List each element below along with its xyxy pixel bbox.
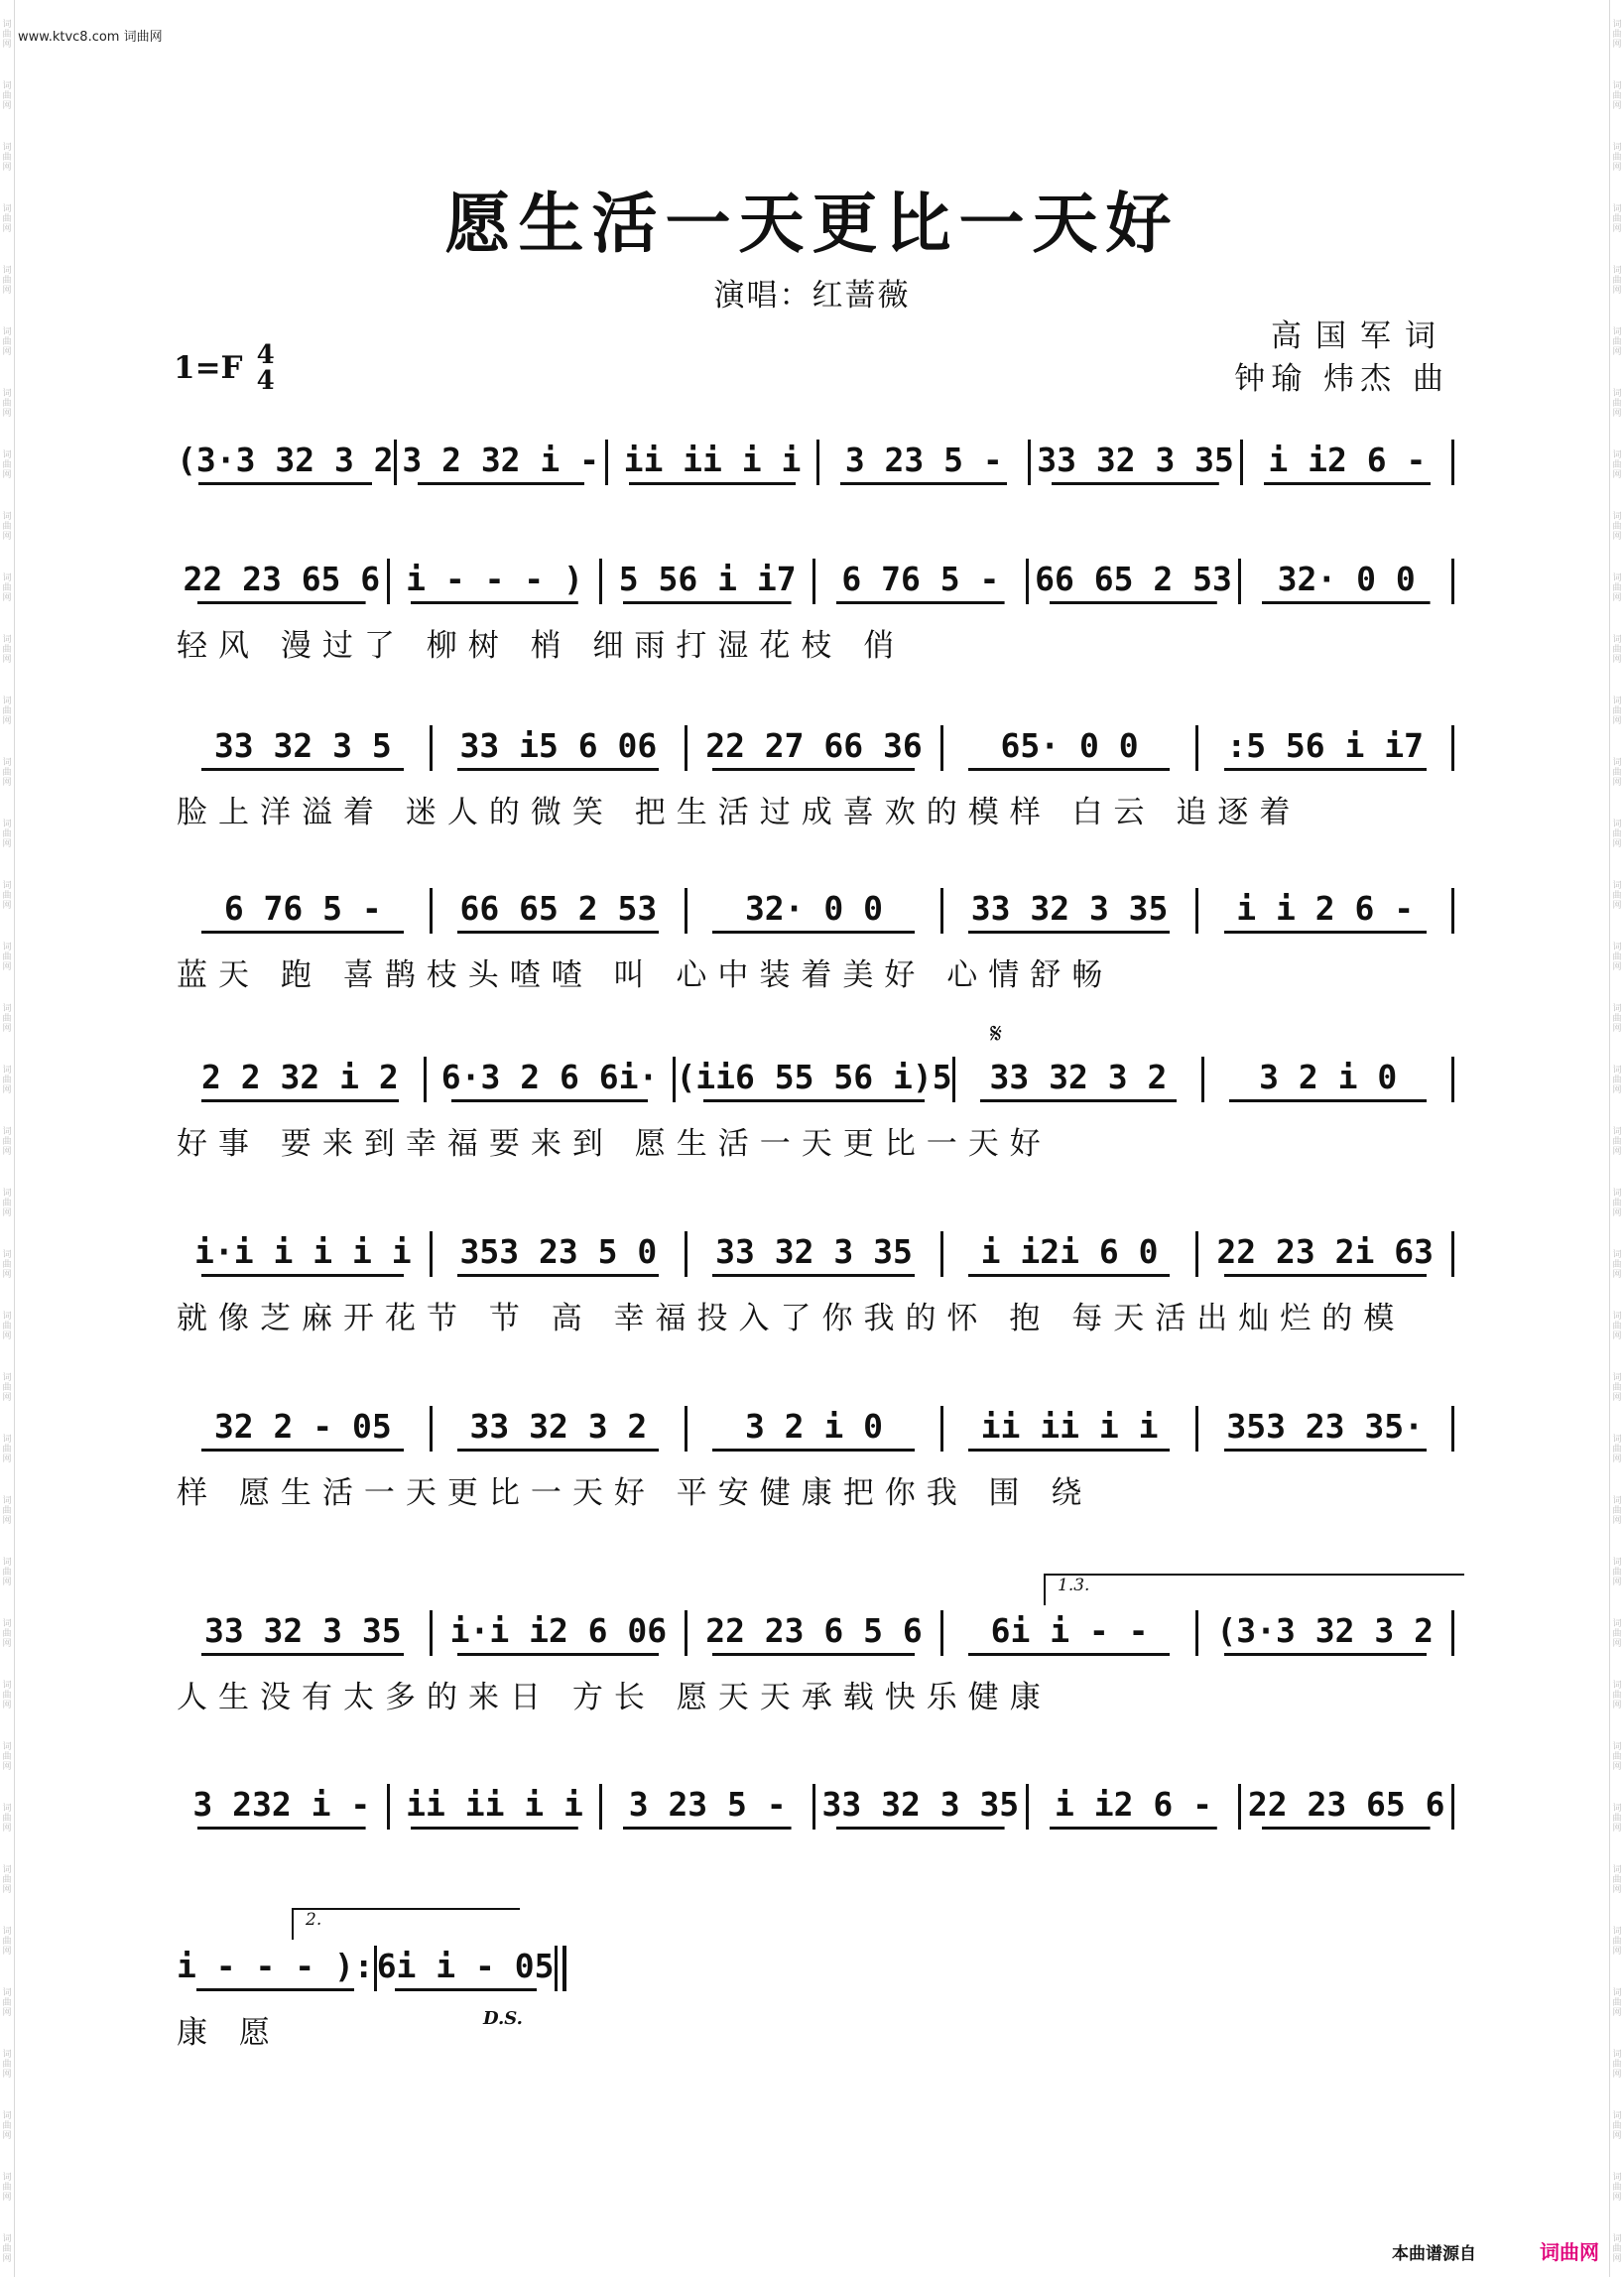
right-watermark-strip <box>1609 0 1624 2277</box>
measure: i i2 6 - <box>1029 1785 1239 1830</box>
watermark-tile: 词曲网 <box>2 1558 12 1587</box>
measure: ii ii i i <box>943 1407 1196 1452</box>
watermark-tile: 词曲网 <box>1612 20 1622 50</box>
watermark-tile: 词曲网 <box>1612 1619 1622 1649</box>
watermark-tile: 词曲网 <box>1612 1066 1622 1095</box>
measure: 6 76 5 - <box>177 889 430 934</box>
measure: i·i i i i i <box>177 1232 430 1277</box>
watermark-tile: 词曲网 <box>1612 1250 1622 1280</box>
watermark-tile: 词曲网 <box>2 1250 12 1280</box>
watermark-tile: 词曲网 <box>1612 1435 1622 1464</box>
key-label: 1=F <box>174 350 243 386</box>
watermark-tile: 词曲网 <box>1612 1373 1622 1403</box>
watermark-tile: 词曲网 <box>2 943 12 972</box>
watermark-tile: 词曲网 <box>2 81 12 111</box>
watermark-tile: 词曲网 <box>1612 1681 1622 1710</box>
score-system <box>177 1607 1454 1716</box>
watermark-tile: 词曲网 <box>2 1496 12 1526</box>
time-signature <box>257 342 275 394</box>
watermark-tile: 词曲网 <box>2 143 12 173</box>
watermark-tile: 词曲网 <box>2 1373 12 1403</box>
singer-credit: 演唱：红蔷薇 <box>713 278 911 314</box>
barline <box>1451 559 1454 604</box>
watermark-tile: 词曲网 <box>2 450 12 480</box>
watermark-tile: 词曲网 <box>2 2173 12 2203</box>
watermark-tile: 词曲网 <box>1612 450 1622 480</box>
watermark-tile: 词曲网 <box>1612 1742 1622 1772</box>
watermark-tile: 词曲网 <box>2 327 12 357</box>
lyrics-line: 轻风 漫过了 柳树 梢 细雨打湿花枝 俏 <box>177 628 906 664</box>
barline <box>1451 888 1454 934</box>
measure: ii ii i i <box>608 441 816 485</box>
footer-logo[interactable]: 词曲网 <box>1540 2240 1599 2264</box>
measure: 6 76 5 - <box>815 560 1026 604</box>
watermark-tile: 词曲网 <box>1612 1004 1622 1034</box>
watermark-tile: 词曲网 <box>2 820 12 849</box>
time-top: 4 <box>256 340 275 370</box>
measure: 66 65 2 53 <box>433 889 686 934</box>
score-system <box>177 1781 1454 1845</box>
measure: ii ii i i <box>390 1785 600 1830</box>
score-system <box>177 556 1454 665</box>
watermark-tile: 词曲网 <box>2 1619 12 1649</box>
measure: i·i i2 6 06 <box>433 1611 686 1656</box>
measure: 6i i - - <box>943 1611 1196 1656</box>
volta-second-ending: 2. <box>292 1908 520 1940</box>
measure: 3 232 i - <box>177 1785 387 1830</box>
measure: (3·3 32 3 2 <box>1198 1611 1451 1656</box>
watermark-tile: 词曲网 <box>2 2111 12 2141</box>
key-signature <box>174 342 275 394</box>
watermark-tile: 词曲网 <box>2 1127 12 1157</box>
measure: 33 32 3 2 <box>955 1058 1202 1102</box>
measure: 6i i - 05 <box>377 1947 555 1991</box>
notes-row <box>177 722 1454 777</box>
watermark-tile: 词曲网 <box>1612 2111 1622 2141</box>
watermark-tile: 词曲网 <box>1612 573 1622 603</box>
notes-row <box>177 1607 1454 1662</box>
watermark-tile: 词曲网 <box>2 1312 12 1341</box>
measure: 33 32 3 35 <box>815 1785 1026 1830</box>
measure: i i 2 6 - <box>1198 889 1451 934</box>
measure: 66 65 2 53 <box>1029 560 1239 604</box>
watermark-tile: 词曲网 <box>2 389 12 419</box>
measure: 33 32 3 35 <box>687 1232 940 1277</box>
measure: 33 32 3 2 <box>433 1407 686 1452</box>
barline <box>1451 725 1454 771</box>
watermark-tile: 词曲网 <box>2 1435 12 1464</box>
measure: :5 56 i i7 <box>1198 726 1451 771</box>
watermark-tile: 词曲网 <box>2 2234 12 2264</box>
watermark-tile: 词曲网 <box>1612 2234 1622 2264</box>
watermark-tile: 词曲网 <box>1612 635 1622 665</box>
watermark-tile: 词曲网 <box>1612 820 1622 849</box>
time-bottom: 4 <box>256 366 275 396</box>
watermark-tile: 词曲网 <box>2 1927 12 1957</box>
measure: 33 32 3 35 <box>943 889 1196 934</box>
measure: 3 2 i 0 <box>687 1407 940 1452</box>
measure: i i2 6 - <box>1243 441 1451 485</box>
watermark-tile: 词曲网 <box>1612 204 1622 234</box>
watermark-tile: 词曲网 <box>2 1865 12 1895</box>
barline <box>1451 1610 1454 1656</box>
watermark-tile: 词曲网 <box>1612 2050 1622 2080</box>
watermark-tile: 词曲网 <box>1612 1189 1622 1218</box>
watermark-tile: 词曲网 <box>1612 758 1622 788</box>
watermark-tile: 词曲网 <box>2 512 12 542</box>
measure: 65· 0 0 <box>943 726 1196 771</box>
watermark-tile: 词曲网 <box>2 635 12 665</box>
watermark-tile: 词曲网 <box>2 1189 12 1218</box>
measure: 3 2 i 0 <box>1204 1058 1451 1102</box>
score-system <box>177 1228 1454 1337</box>
measure: i i2i 6 0 <box>943 1232 1196 1277</box>
watermark-tile: 词曲网 <box>2 573 12 603</box>
measure: 33 i5 6 06 <box>433 726 686 771</box>
watermark-tile: 词曲网 <box>1612 1127 1622 1157</box>
barline <box>1451 440 1454 485</box>
watermark-tile: 词曲网 <box>2 881 12 911</box>
notes-row <box>177 437 1454 491</box>
watermark-tile: 词曲网 <box>1612 143 1622 173</box>
watermark-tile: 词曲网 <box>2 266 12 296</box>
score-system <box>177 437 1454 501</box>
footer-source-label: 本曲谱源自 <box>1392 2244 1476 2264</box>
watermark-tile: 词曲网 <box>1612 1312 1622 1341</box>
lyrics-line: 就像芝麻开花节 节 高 幸福投入了你我的怀 抱 每天活出灿烂的模 <box>177 1301 1406 1336</box>
site-url: www.ktvc8.com 词曲网 <box>18 30 163 45</box>
watermark-tile: 词曲网 <box>1612 1558 1622 1587</box>
lyricist-credit: 高国军词 <box>1271 318 1449 354</box>
watermark-tile: 词曲网 <box>1612 512 1622 542</box>
watermark-tile: 词曲网 <box>1612 1865 1622 1895</box>
song-title: 愿生活一天更比一天好 <box>444 185 1180 262</box>
notes-row <box>177 1781 1454 1835</box>
watermark-tile: 词曲网 <box>1612 1988 1622 2018</box>
lyrics-line: 人生没有太多的来日 方长 愿天天承载快乐健康 <box>177 1680 1052 1715</box>
watermark-tile: 词曲网 <box>1612 696 1622 726</box>
lyrics-line: 康 愿 <box>177 2015 281 2051</box>
barline <box>1451 1406 1454 1452</box>
notes-row <box>177 1943 555 1997</box>
segno-mark: 𝄋 <box>990 1017 1003 1050</box>
watermark-tile: 词曲网 <box>2 758 12 788</box>
barline <box>1451 1784 1454 1830</box>
watermark-tile: 词曲网 <box>1612 943 1622 972</box>
measure: 353 23 5 0 <box>433 1232 686 1277</box>
measure: 32· 0 0 <box>1241 560 1451 604</box>
measure: 3 23 5 - <box>819 441 1028 485</box>
watermark-tile: 词曲网 <box>2 1988 12 2018</box>
measure: i - - - ) <box>390 560 600 604</box>
watermark-tile: 词曲网 <box>2 1804 12 1834</box>
measure: 353 23 35· <box>1198 1407 1451 1452</box>
watermark-tile: 词曲网 <box>2 1681 12 1710</box>
left-watermark-strip <box>0 0 15 2277</box>
dal-segno-mark: D.S. <box>483 2008 523 2029</box>
notes-row <box>177 1228 1454 1283</box>
measure: 33 32 3 35 <box>177 1611 430 1656</box>
notes-row <box>177 885 1454 940</box>
measure: 32 2 - 05 <box>177 1407 430 1452</box>
watermark-tile: 词曲网 <box>1612 81 1622 111</box>
score-system <box>177 1054 1454 1163</box>
notes-row <box>177 1403 1454 1457</box>
measure: 22 27 66 36 <box>687 726 940 771</box>
watermark-tile: 词曲网 <box>1612 389 1622 419</box>
measure: 32· 0 0 <box>687 889 940 934</box>
watermark-tile: 词曲网 <box>2 1742 12 1772</box>
watermark-tile: 词曲网 <box>1612 1804 1622 1834</box>
lyrics-line: 样 愿生活一天更比一天好 平安健康把你我 围 绕 <box>177 1475 1093 1511</box>
watermark-tile: 词曲网 <box>2 20 12 50</box>
measure: 5 56 i i7 <box>602 560 812 604</box>
measure: 22 23 2i 63 <box>1198 1232 1451 1277</box>
watermark-tile: 词曲网 <box>2 1004 12 1034</box>
lyrics-line: 好事 要来到幸福要来到 愿生活一天更比一天好 <box>177 1126 1052 1162</box>
score-system <box>177 885 1454 994</box>
score-system <box>177 1943 555 2052</box>
score-system <box>177 722 1454 831</box>
measure: 6·3 2 6 6i· <box>427 1058 674 1102</box>
measure: 22 23 65 6 <box>177 560 387 604</box>
barline <box>1451 1231 1454 1277</box>
watermark-tile: 词曲网 <box>1612 1496 1622 1526</box>
composer-credit: 钟瑜 炜杰 曲 <box>1234 361 1449 397</box>
volta-first-ending: 1.3. <box>1044 1574 1464 1605</box>
measure: 3 2 32 i - <box>397 441 605 485</box>
measure: (3·3 32 3 2 <box>177 441 394 485</box>
watermark-tile: 词曲网 <box>2 204 12 234</box>
notes-row <box>177 556 1454 610</box>
measure: 33 32 3 5 <box>177 726 430 771</box>
watermark-tile: 词曲网 <box>1612 327 1622 357</box>
barline <box>1451 1057 1454 1102</box>
measure: 22 23 65 6 <box>1241 1785 1451 1830</box>
barline <box>555 1946 566 1991</box>
watermark-tile: 词曲网 <box>2 2050 12 2080</box>
measure: 2 2 32 i 2 <box>177 1058 424 1102</box>
measure: 22 23 6 5 6 <box>687 1611 940 1656</box>
measure: 3 23 5 - <box>602 1785 812 1830</box>
measure: 33 32 3 35 <box>1031 441 1239 485</box>
measure: (ii6 55 56 i)5 <box>676 1058 951 1102</box>
watermark-tile: 词曲网 <box>1612 1927 1622 1957</box>
watermark-tile: 词曲网 <box>1612 2173 1622 2203</box>
watermark-tile: 词曲网 <box>2 1066 12 1095</box>
score-system <box>177 1403 1454 1512</box>
watermark-tile: 词曲网 <box>1612 266 1622 296</box>
lyrics-line: 蓝天 跑 喜鹊枝头喳喳 叫 心中装着美好 心情舒畅 <box>177 957 1114 993</box>
watermark-tile: 词曲网 <box>2 696 12 726</box>
watermark-tile: 词曲网 <box>1612 881 1622 911</box>
notes-row <box>177 1054 1454 1108</box>
measure: i - - - ): <box>177 1947 374 1991</box>
lyrics-line: 脸上洋溢着 迷人的微笑 把生活过成喜欢的模样 白云 追逐着 <box>177 795 1302 830</box>
